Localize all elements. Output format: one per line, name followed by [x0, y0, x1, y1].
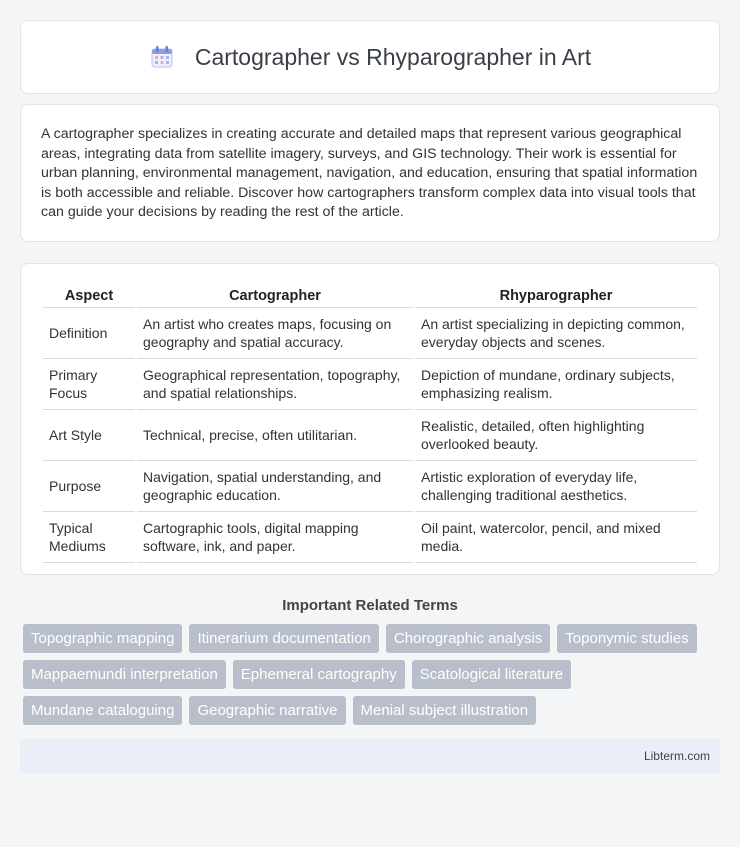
- related-term-tag[interactable]: Topographic mapping: [23, 624, 182, 653]
- table-row: [43, 512, 697, 563]
- intro-card: [20, 104, 720, 242]
- table-row: [43, 461, 697, 512]
- page-title: Cartographer vs Rhyparographer in Art: [194, 43, 592, 70]
- related-terms-title: Important Related Terms: [282, 597, 458, 614]
- table-row: [43, 410, 697, 461]
- row-rhyparographer: An artist specializing in depicting common, everyday objects and scenes.: [415, 308, 697, 359]
- header-aspect: Aspect: [43, 286, 135, 308]
- comparison-table: [41, 286, 699, 563]
- row-cartographer: Geographical representation, topography, and spatial relationships.: [137, 359, 413, 410]
- related-terms-list: [20, 624, 720, 732]
- related-term-tag[interactable]: Itinerarium documentation: [189, 624, 378, 653]
- related-term-tag[interactable]: Chorographic analysis: [386, 624, 550, 653]
- row-aspect: Definition: [43, 308, 135, 359]
- row-cartographer: An artist who creates maps, focusing on geography and spatial accuracy.: [137, 308, 413, 359]
- intro-text: A cartographer specializes in creating accurate and detailed maps that represent various geographical areas, integrating data from satellite imagery, surveys, and GIS technology. Their work is essential for urban planning, environmental management, navigation, and education, ensuring that spatial information is both accessible and reliable. Discover how cartographers transform complex data into visual tools that can guide your decisions by reading the rest of the article.: [41, 126, 698, 220]
- related-term-tag[interactable]: Mappaemundi interpretation: [23, 660, 226, 689]
- header-cartographer: Cartographer: [137, 286, 413, 308]
- table-row: [43, 308, 697, 359]
- row-rhyparographer: Depiction of mundane, ordinary subjects, emphasizing realism.: [415, 359, 697, 410]
- related-term-tag[interactable]: Menial subject illustration: [353, 696, 537, 725]
- row-aspect: Purpose: [43, 461, 135, 512]
- comparison-card: [20, 263, 720, 575]
- row-aspect: Art Style: [43, 410, 135, 461]
- title-card: [20, 20, 720, 94]
- table-row: [43, 359, 697, 410]
- row-rhyparographer: Artistic exploration of everyday life, challenging traditional aesthetics.: [415, 461, 697, 512]
- row-aspect: Primary Focus: [43, 359, 135, 410]
- row-rhyparographer: Oil paint, watercolor, pencil, and mixed media.: [415, 512, 697, 563]
- related-term-tag[interactable]: Toponymic studies: [557, 624, 696, 653]
- row-rhyparographer: Realistic, detailed, often highlighting overlooked beauty.: [415, 410, 697, 461]
- related-term-tag[interactable]: Geographic narrative: [189, 696, 345, 725]
- footer-brand-link[interactable]: Libterm.com: [643, 749, 710, 763]
- related-term-tag[interactable]: Mundane cataloguing: [23, 696, 182, 725]
- footer: [20, 739, 720, 773]
- row-aspect: Typical Mediums: [43, 512, 135, 563]
- header-rhyparographer: Rhyparographer: [415, 286, 697, 308]
- calendar-icon: [149, 44, 175, 70]
- row-cartographer: Cartographic tools, digital mapping software, ink, and paper.: [137, 512, 413, 563]
- related-term-tag[interactable]: Ephemeral cartography: [233, 660, 405, 689]
- row-cartographer: Navigation, spatial understanding, and geographic education.: [137, 461, 413, 512]
- row-cartographer: Technical, precise, often utilitarian.: [137, 410, 413, 461]
- related-term-tag[interactable]: Scatological literature: [412, 660, 571, 689]
- table-header-row: [43, 286, 697, 308]
